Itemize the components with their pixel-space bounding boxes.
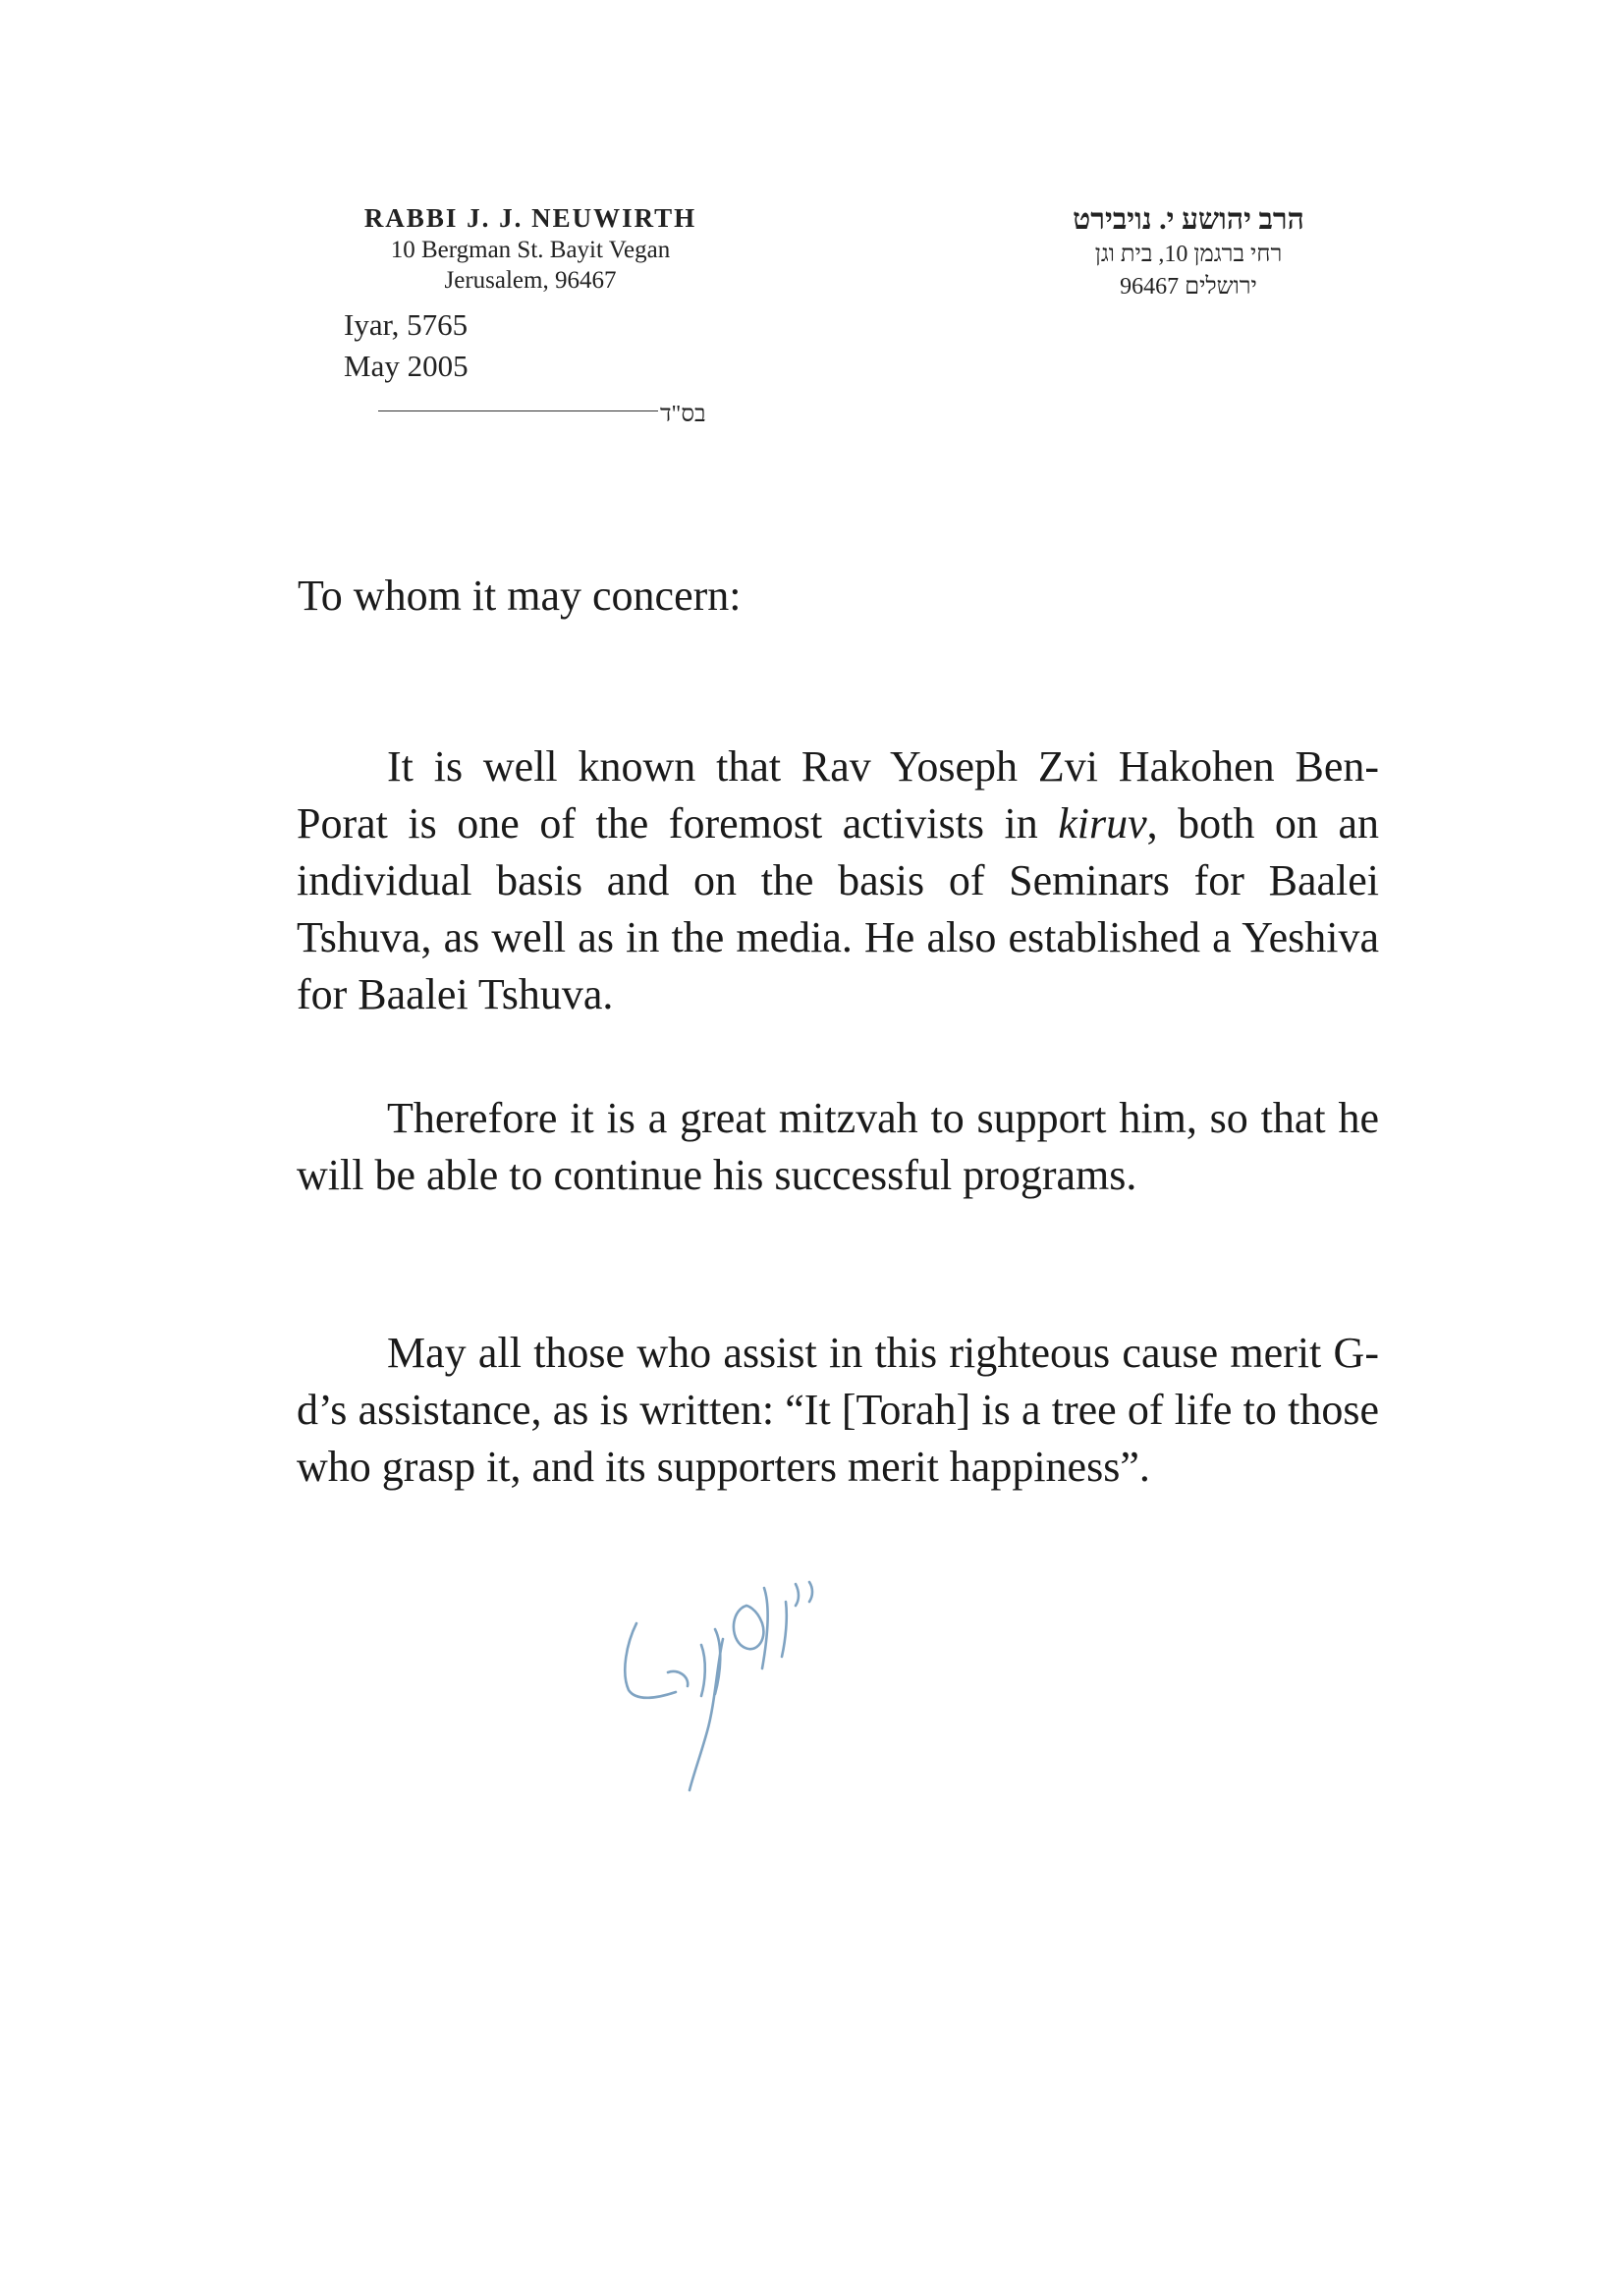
- letterhead-street-hebrew: רחי ברגמן 10, בית וגן: [1094, 242, 1283, 267]
- bsd-divider-line: [378, 410, 658, 411]
- letterhead-city-english: Jerusalem, 96467: [444, 267, 617, 294]
- letterhead-street-english: 10 Bergman St. Bayit Vegan: [390, 237, 671, 263]
- bsd-mark: בס"ד: [660, 402, 706, 427]
- paragraph-2-text: Therefore it is a great mitzvah to support him, so that he will be able to continue his successful programs.: [297, 1094, 1379, 1199]
- letterhead-english: [334, 201, 727, 296]
- paragraph-2: [297, 1090, 1379, 1204]
- letterhead-name-english: RABBI J. J. NEUWIRTH: [363, 203, 697, 233]
- paragraph-1-text-start: It is well known that Rav Yoseph Zvi Hakohen Ben-Porat is one of the foremost activists in: [297, 742, 1379, 847]
- paragraph-1: [297, 738, 1379, 1023]
- paragraph-1-italic-term: kiruv: [1058, 799, 1147, 847]
- paragraph-3-text: May all those who assist in this righteous cause merit G-d’s assistance, as is written: “It [Torah] is a tree of life to those who grasp it, and its supporters merit happiness”.: [297, 1329, 1379, 1491]
- hebrew-date: Iyar, 5765: [344, 307, 469, 342]
- paragraph-3: [297, 1325, 1379, 1496]
- letterhead-name-hebrew: הרב יהושע י. נויבירט: [1073, 203, 1304, 236]
- salutation: To whom it may concern:: [298, 572, 742, 620]
- paragraph-1-text: [297, 738, 1379, 1023]
- handwritten-signature: [599, 1566, 894, 1802]
- date-block: [344, 304, 469, 387]
- letterhead-city-hebrew: ירושלים 96467: [1120, 274, 1257, 300]
- paragraph-1-text-end: , both on an individual basis and on the basis of Seminars for Baalei Tshuva, as well as in the media. He also established a Yeshiva for Baalei Tshuva.: [297, 799, 1379, 1018]
- letterhead-hebrew: [1021, 201, 1355, 303]
- gregorian-date: May 2005: [344, 349, 469, 383]
